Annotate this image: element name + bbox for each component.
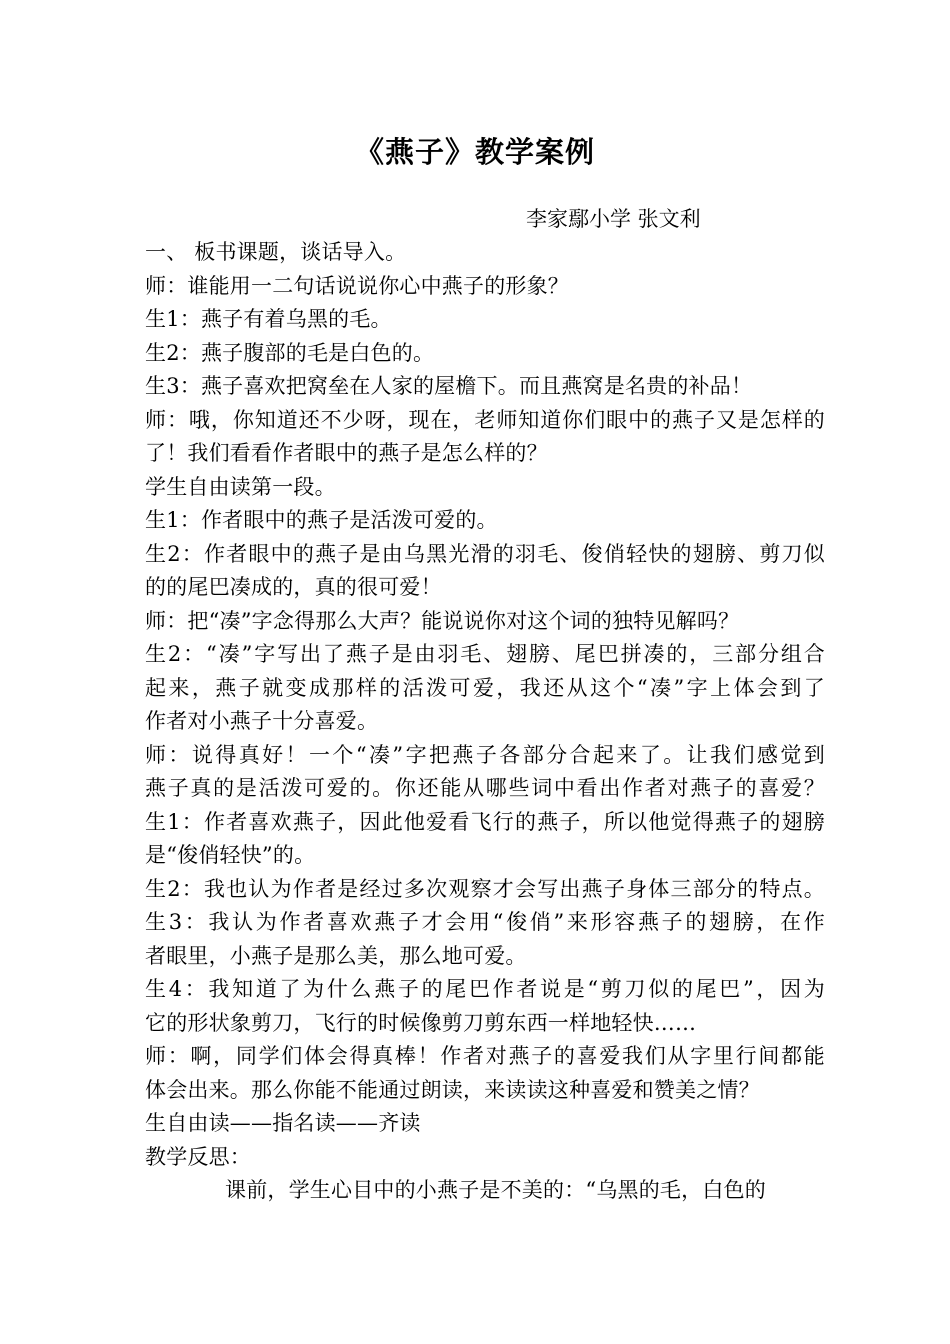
author-line: 李家鄢小学 张文利 [526, 207, 701, 231]
text-line: 师：哦，你知道还不少呀，现在，老师知道你们眼中的燕子又是怎样的 [145, 407, 825, 432]
text-line: 作者对小燕子十分喜爱。 [145, 709, 379, 733]
text-line: 生3：我认为作者喜欢燕子才会用“俊俏”来形容燕子的翅膀，在作 [145, 910, 825, 934]
text-line: 师：谁能用一二句话说说你心中燕子的形象？ [145, 273, 569, 298]
text-line: 体会出来。那么你能不能通过朗读，来读读这种喜爱和赞美之情？ [145, 1077, 760, 1102]
text-line: 生1：作者喜欢燕子，因此他爱看飞行的燕子，所以他觉得燕子的翅膀 [145, 809, 825, 834]
text-line: 师：把“凑”字念得那么大声？能说说你对这个词的独特见解吗？ [145, 608, 740, 633]
text-line: 师：说得真好！一个“凑”字把燕子各部分合起来了。让我们感觉到 [145, 742, 825, 767]
text-line: 教学反思： [145, 1144, 251, 1169]
text-line: 生3：燕子喜欢把窝垒在人家的屋檐下。而且燕窝是名贵的补品！ [145, 374, 753, 398]
text-line: 是“俊俏轻快”的。 [145, 843, 316, 867]
text-line: 一、 板书课题，谈话导入。 [145, 240, 407, 264]
text-line: 了！我们看看作者眼中的燕子是怎么样的？ [145, 441, 548, 465]
text-line: 生1：燕子有着乌黑的毛。 [145, 307, 392, 331]
text-line: 起来，燕子就变成那样的活泼可爱，我还从这个“凑”字上体会到了 [145, 675, 825, 700]
text-line: 生2：燕子腹部的毛是白色的。 [145, 340, 435, 365]
text-line: 者眼里，小燕子是那么美，那么地可爱。 [145, 943, 527, 968]
text-line: 生自由读——指名读——齐读 [145, 1111, 421, 1135]
text-line: 课前，学生心目中的小燕子是不美的：“乌黑的毛，白色的 [225, 1178, 766, 1202]
text-line: 燕子真的是活泼可爱的。你还能从哪些词中看出作者对燕子的喜爱？ [145, 776, 825, 800]
text-line: 生4：我知道了为什么燕子的尾巴作者说是“剪刀似的尾巴”，因为 [145, 977, 825, 1001]
text-line: 生2：“凑”字写出了燕子是由羽毛、翅膀、尾巴拼凑的，三部分组合 [145, 642, 825, 666]
text-line: 生2：我也认为作者是经过多次观察才会写出燕子身体三部分的特点。 [145, 876, 825, 901]
text-line: 生1：作者眼中的燕子是活泼可爱的。 [145, 508, 498, 532]
text-line: 学生自由读第一段。 [145, 474, 336, 499]
document-title: 《燕子》教学案例 [354, 135, 595, 169]
document-body [145, 236, 825, 1208]
text-line: 师：啊，同学们体会得真棒！作者对燕子的喜爱我们从字里行间都能 [145, 1044, 825, 1068]
text-line: 它的形状象剪刀，飞行的时候像剪刀剪东西一样地轻快…… [145, 1010, 697, 1035]
text-line: 生2：作者眼中的燕子是由乌黑光滑的羽毛、俊俏轻快的翅膀、剪刀似 [145, 541, 825, 566]
text-line: 的的尾巴凑成的，真的很可爱！ [145, 575, 442, 599]
